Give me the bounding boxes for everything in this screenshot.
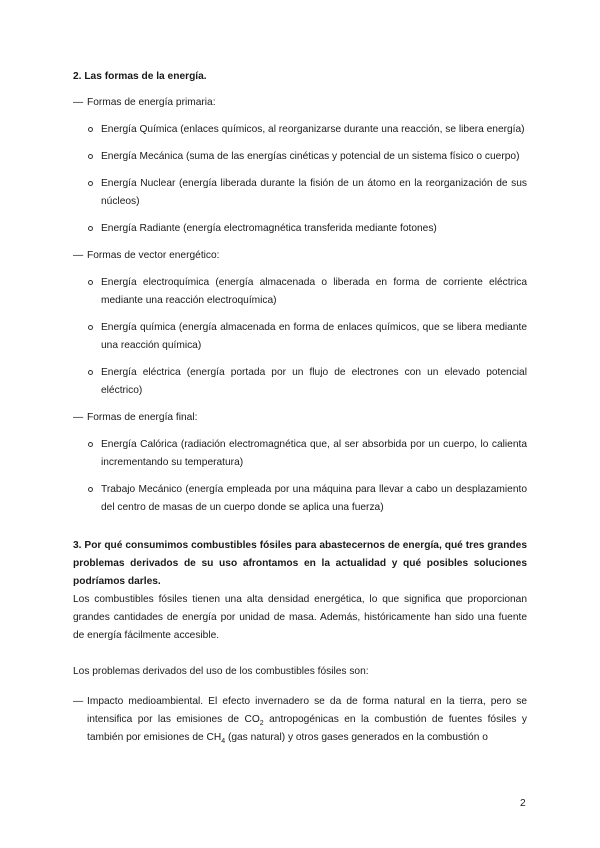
list-item [73,364,527,400]
list-item [73,319,527,355]
impact-text-2: antropogénicas en la combustión de fuentes fósiles y también por emisiones de CH [87,714,527,743]
list-item-text: Energía Química (enlaces químicos, al reorganizarse durante una reacción, se libera energía) [101,124,525,135]
energy-group [73,247,527,265]
list-item-text: Energía Nuclear (energía liberada durante la fisión de un átomo en la reorganización de sus núcleos) [101,178,527,207]
circle-bullet-icon [88,370,93,375]
list-item-text: Energía Calórica (radiación electromagnética que, al ser absorbida por un cuerpo, lo calienta incrementando su temperatura) [101,439,527,468]
energy-group-items [73,121,527,238]
circle-bullet-icon [88,487,93,492]
energy-group-label: Formas de energía final: [87,412,198,423]
energy-group-label: Formas de energía primaria: [87,97,216,108]
list-item-text: Energía electroquímica (energía almacenada o liberada en forma de corriente eléctrica mediante una reacción electroquímica) [101,277,527,306]
problems-intro-paragraph: Los problemas derivados del uso de los combustibles fósiles son: [73,666,369,677]
circle-bullet-icon [88,442,93,447]
list-item [73,175,527,211]
list-item [73,121,527,139]
list-item-text: Trabajo Mecánico (energía empleada por una máquina para llevar a cabo un desplazamiento del centro de masas de un cuerpo donde se aplica una fuerza) [101,484,527,513]
circle-bullet-icon [88,226,93,231]
dash-marker: — [73,97,84,108]
fossil-fuels-paragraph: Los combustibles fósiles tienen una alta densidad energética, lo que significa que proporcionan grandes cantidades de energía por unidad de masa. Además, históricamente han sido una fuente de energía fácilmente accesible. [73,594,527,641]
list-item-text: Energía Mecánica (suma de las energías cinéticas y potencial de un sistema físico o cuerpo) [101,151,520,162]
circle-bullet-icon [88,280,93,285]
circle-bullet-icon [88,127,93,132]
list-item [73,436,527,472]
dash-marker: — [73,250,84,261]
circle-bullet-icon [88,325,93,330]
document-page [73,68,527,747]
energy-group [73,94,527,112]
dash-marker: — [73,696,84,707]
energy-group-items [73,274,527,400]
list-item [73,481,527,517]
list-item [73,148,527,166]
energy-group-items [73,436,527,517]
ch4-subscript: 4 [221,738,226,746]
dash-marker: — [73,412,84,423]
energy-forms-list [73,94,527,517]
energy-group-label: Formas de vector energético: [87,250,220,261]
list-item [73,220,527,238]
circle-bullet-icon [88,154,93,159]
impact-text-1: Impacto medioambiental. El efecto invernadero se da de forma natural en la tierra, pero se intensifica por las emisiones de CO [87,696,527,725]
energy-group [73,409,527,427]
section-3-heading: 3. Por qué consumimos combustibles fósiles para abastecernos de energía, qué tres grandes problemas derivados de su uso afrontamos en la actualidad y qué posibles soluciones podríamos darles. [73,540,527,587]
environmental-impact-item [73,693,527,747]
list-item-text: Energía eléctrica (energía portada por un flujo de electrones con un elevado potencial eléctrico) [101,367,527,396]
impact-text-3: (gas natural) y otros gases generados en la combustión o [225,732,488,743]
list-item-text: Energía Radiante (energía electromagnética transferida mediante fotones) [101,223,437,234]
co2-subscript: 2 [259,720,264,728]
circle-bullet-icon [88,181,93,186]
section-2-heading: 2. Las formas de la energía. [73,71,207,82]
list-item [73,274,527,310]
list-item-text: Energía química (energía almacenada en forma de enlaces químicos, que se libera mediante una reacción química) [101,322,527,351]
page-number: 2 [520,798,526,809]
